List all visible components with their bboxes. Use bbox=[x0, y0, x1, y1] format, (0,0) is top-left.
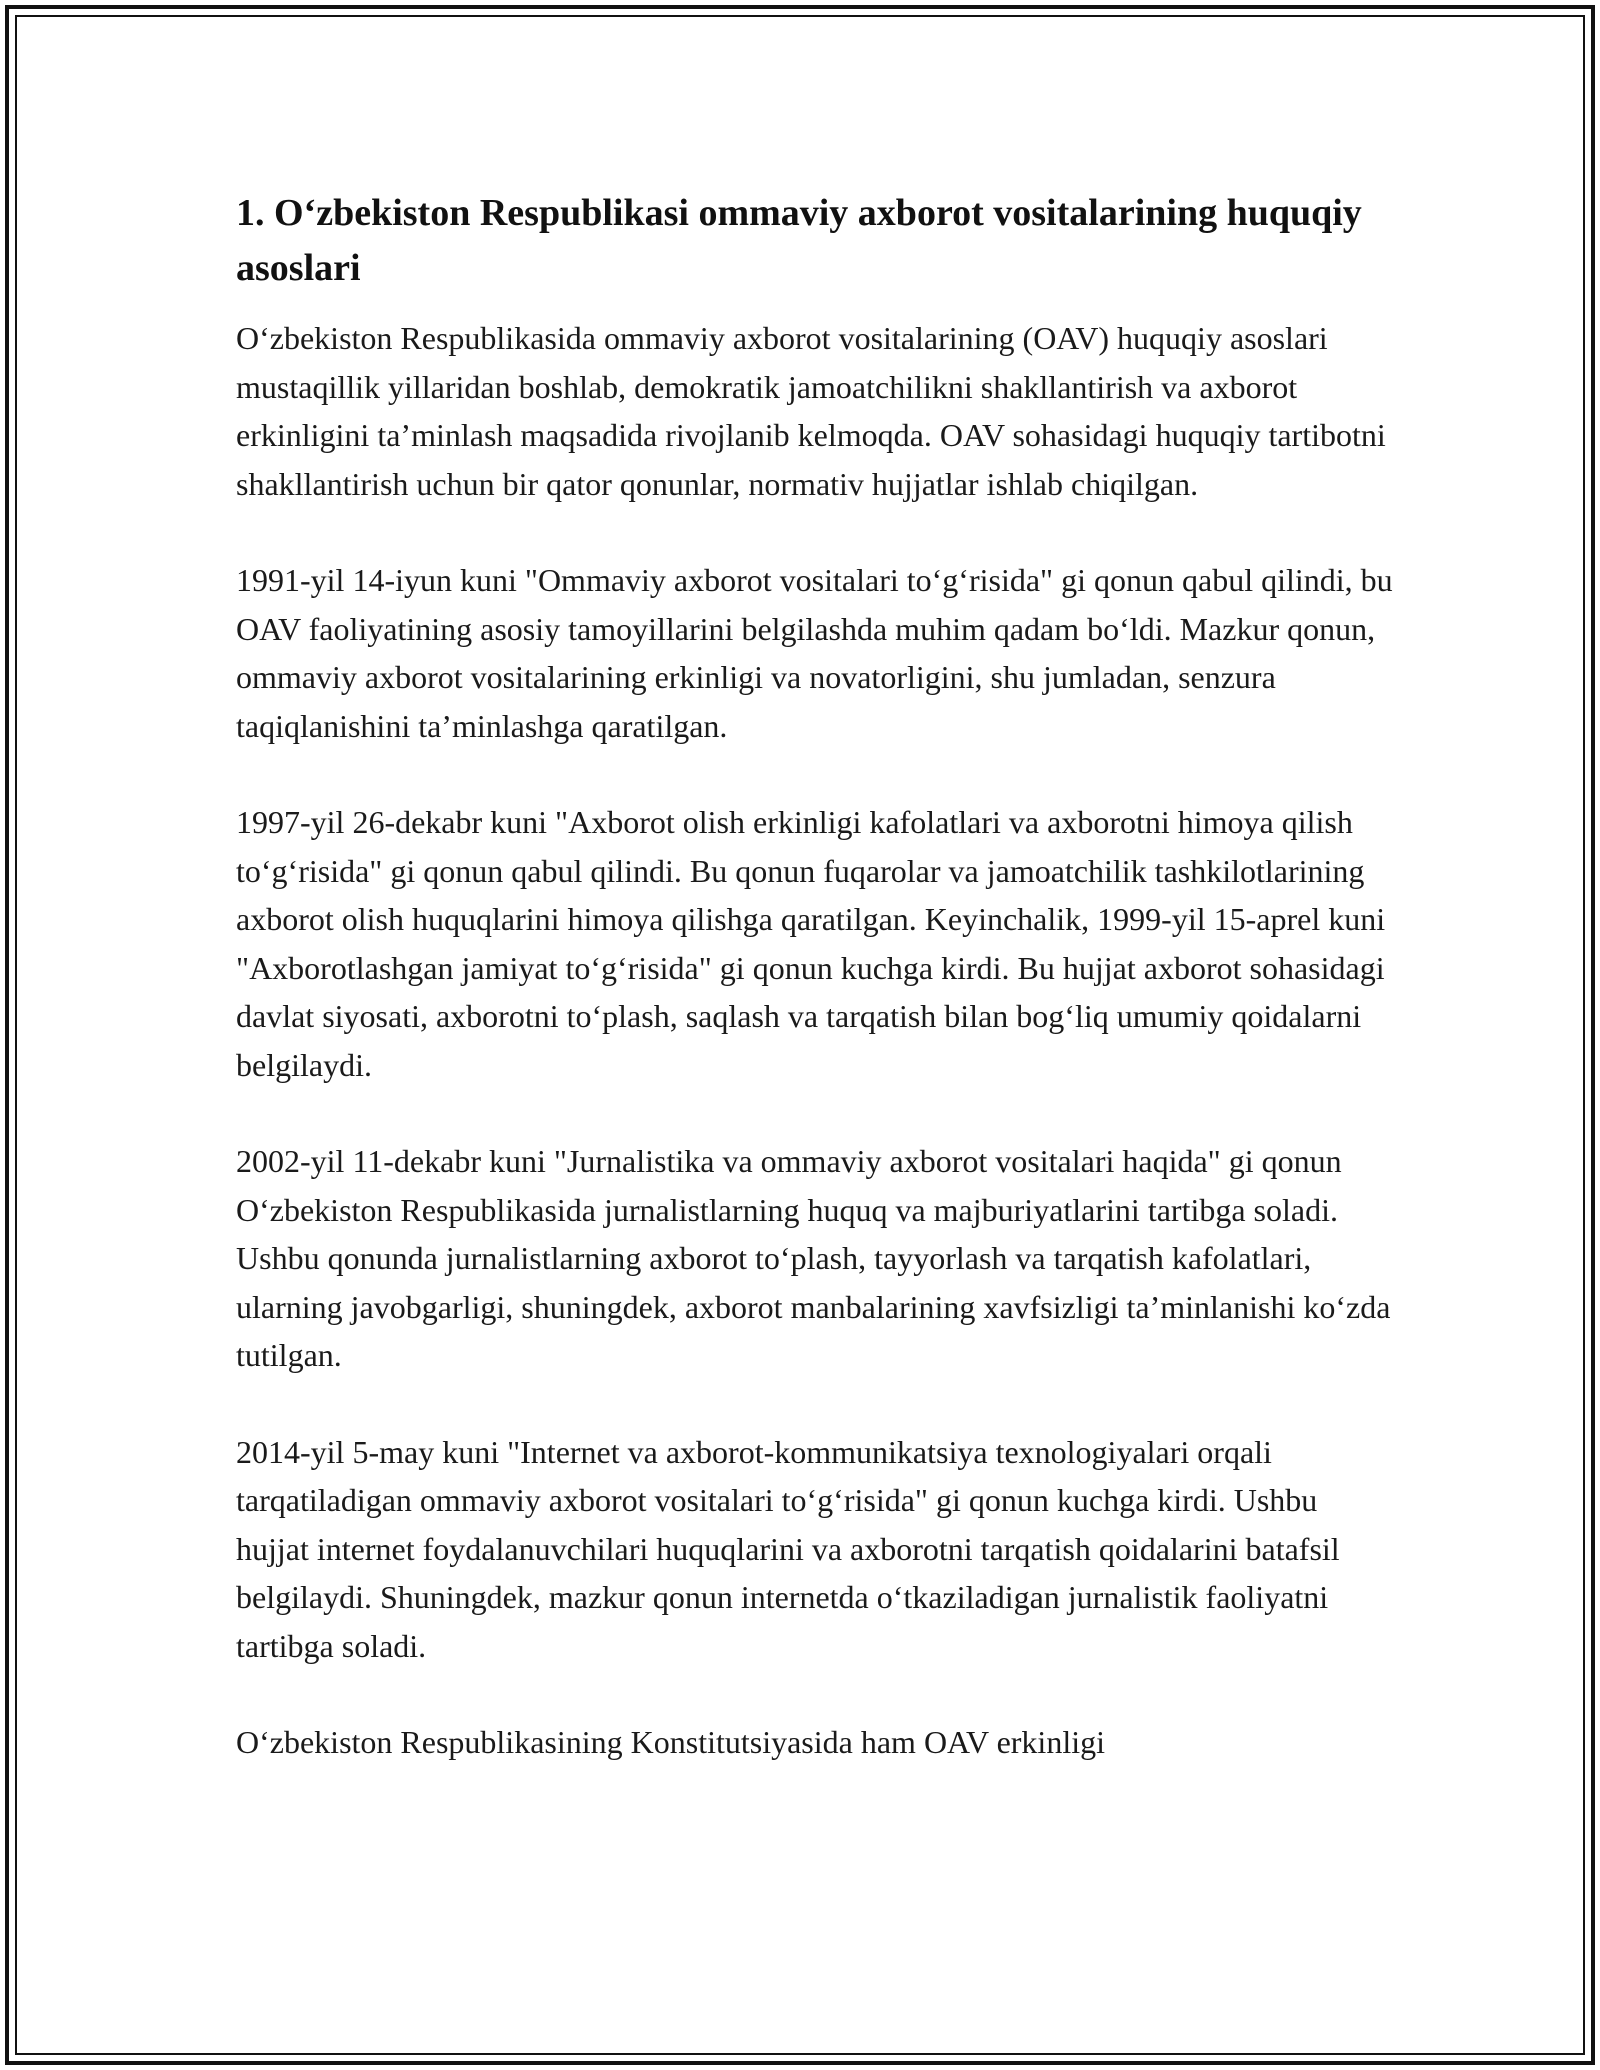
paragraph-2014-law: 2014-yil 5-may kuni "Internet va axborot-kommunikatsiya texnologiyalari orqali tarqatiladigan ommaviy axborot vositalari to‘g‘risida" gi qonun kuchga kirdi. Ushbu hujjat internet foydalanuvchilari huquqlarini va axborotni tarqatish qoidalarini batafsil belgilaydi. Shuningdek, mazkur qonun internetda o‘tkaziladigan jurnalistik faoliyatni tartibga soladi. bbox=[236, 1433, 1340, 1664]
paragraph-1991-law: 1991-yil 14-iyun kuni "Ommaviy axborot vositalari to‘g‘risida" gi qonun qabul qilindi, bu OAV faoliyatining asosiy tamoyillarini belgilashda muhim qadam bo‘ldi. Mazkur qonun, ommaviy axborot vositalarining erkinligi va novatorligini, shu jumladan, senzura taqiqlanishini ta’minlashga qaratilgan. bbox=[236, 562, 1393, 744]
paragraph-intro: O‘zbekiston Respublikasida ommaviy axborot vositalarining (OAV) huquqiy asoslari mustaqillik yillaridan boshlab, demokratik jamoatchilikni shakllantirish va axborot erkinligini ta’minlash maqsadida rivojlanib kelmoqda. OAV sohasidagi huquqiy tartibotni shakllantirish uchun bir qator qonunlar, normativ hujjatlar ishlab chiqilgan. bbox=[236, 320, 1386, 502]
paragraph-1997-law: 1997-yil 26-dekabr kuni "Axborot olish erkinligi kafolatlari va axborotni himoya qilish to‘g‘risida" gi qonun qabul qilindi. Bu qonun fuqarolar va jamoatchilik tashkilotlarining axborot olish huquqlarini himoya qilishga qaratilgan. Keyinchalik, 1999-yil 15-aprel kuni "Axborotlashgan jamiyat to‘g‘risida" gi qonun kuchga kirdi. Bu hujjat axborot sohasidagi davlat siyosati, axborotni to‘plash, saqlash va tarqatish bilan bog‘liq umumiy qoidalarni belgilaydi. bbox=[236, 804, 1386, 1083]
paragraph-2002-law: 2002-yil 11-dekabr kuni "Jurnalistika va ommaviy axborot vositalari haqida" gi qonun O‘zbekiston Respublikasida jurnalistlarning huquq va majburiyatlarini tartibga soladi. Ushbu qonunda jurnalistlarning axborot to‘plash, tayyorlash va tarqatish kafolatlari, ularning javobgarligi, shuningdek, axborot manbalarining xavfsizligi ta’minlanishi ko‘zda tutilgan. bbox=[236, 1143, 1391, 1373]
paragraph-constitution: O‘zbekiston Respublikasining Konstitutsiyasida ham OAV erkinligi bbox=[236, 1724, 1105, 1760]
document-body bbox=[236, 186, 1396, 1815]
section-heading: 1. O‘zbekiston Respublikasi ommaviy axborot vositalarining huquqiy asoslari bbox=[236, 192, 1362, 289]
